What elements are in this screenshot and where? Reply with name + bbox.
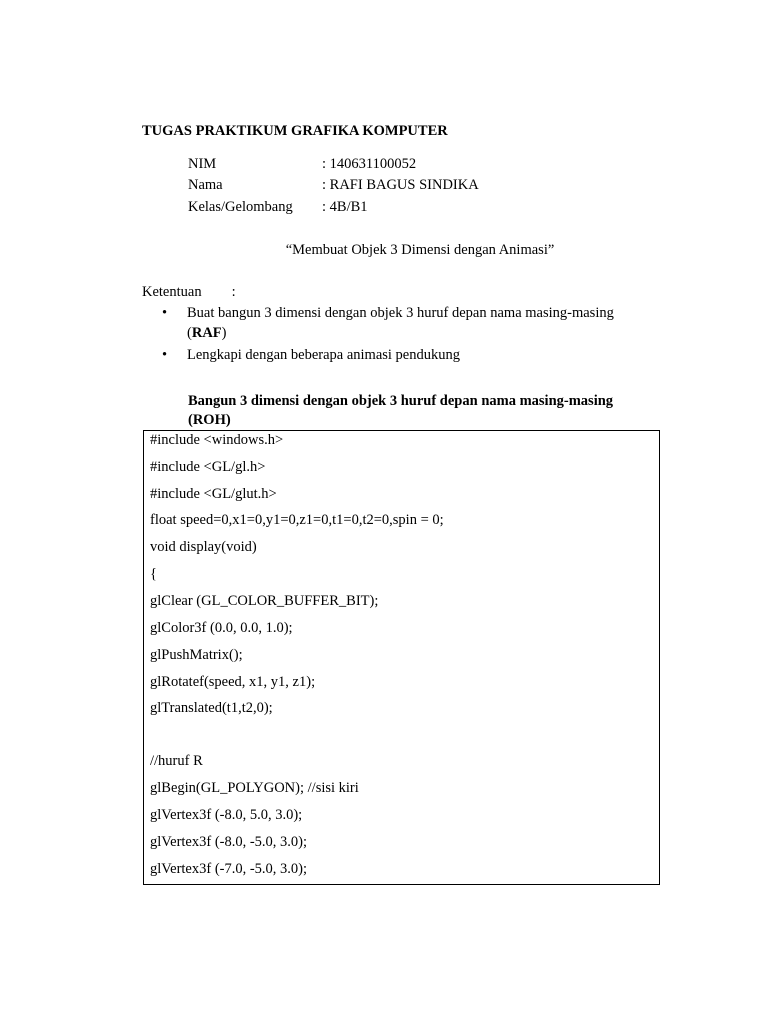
code-line: glColor3f (0.0, 0.0, 1.0); [150,620,293,636]
info-label-kelas: Kelas/Gelombang [188,199,293,215]
code-line: float speed=0,x1=0,y1=0,z1=0,t1=0,t2=0,spin = 0; [150,512,444,528]
code-line: { [150,566,157,582]
bullet-text: Lengkapi dengan beberapa animasi pendukung [187,347,460,363]
ketentuan-label: Ketentuan [142,284,202,300]
code-box [143,430,660,885]
bullet-icon: • [162,305,168,321]
code-line: glClear (GL_COLOR_BUFFER_BIT); [150,593,379,609]
code-line: glVertex3f (-8.0, 5.0, 3.0); [150,807,303,823]
paren-close: ) [221,325,227,341]
info-label-nama: Nama [188,177,223,193]
code-line: glPushMatrix(); [150,647,243,663]
code-line: glVertex3f (-8.0, -5.0, 3.0); [150,834,308,850]
code-line: #include <GL/gl.h> [150,459,266,475]
info-label-nim: NIM [188,156,217,172]
ketentuan-colon: : [231,284,236,300]
document-title: TUGAS PRAKTIKUM GRAFIKA KOMPUTER [142,123,448,139]
document-subtitle: “Membuat Objek 3 Dimensi dengan Animasi” [285,242,555,258]
ketentuan-heading [142,284,236,301]
info-value-kelas: : 4B/B1 [322,199,368,215]
info-value-nim: : 140631100052 [322,156,417,172]
paren-open: ( [187,325,192,341]
code-line: #include <GL/glut.h> [150,486,277,502]
code-line: glBegin(GL_POLYGON); //sisi kiri [150,780,359,796]
code-line: glVertex3f (-7.0, -5.0, 3.0); [150,861,308,877]
code-line: #include <windows.h> [150,432,284,448]
bullet-icon: • [162,347,168,363]
code-line: void display(void) [150,539,257,555]
code-line: glTranslated(t1,t2,0); [150,700,273,716]
bold-initials: RAF [191,325,222,341]
section-heading: Bangun 3 dimensi dengan objek 3 huruf depan nama masing-masing (ROH) [188,393,614,428]
info-value-nama: : RAFI BAGUS SINDIKA [322,177,479,193]
code-line: //huruf R [150,753,203,769]
bullet-text: Buat bangun 3 dimensi dengan objek 3 huruf depan nama masing-masing [187,305,614,321]
code-line: glRotatef(speed, x1, y1, z1); [150,674,316,690]
bullet-text-continuation [187,325,227,342]
